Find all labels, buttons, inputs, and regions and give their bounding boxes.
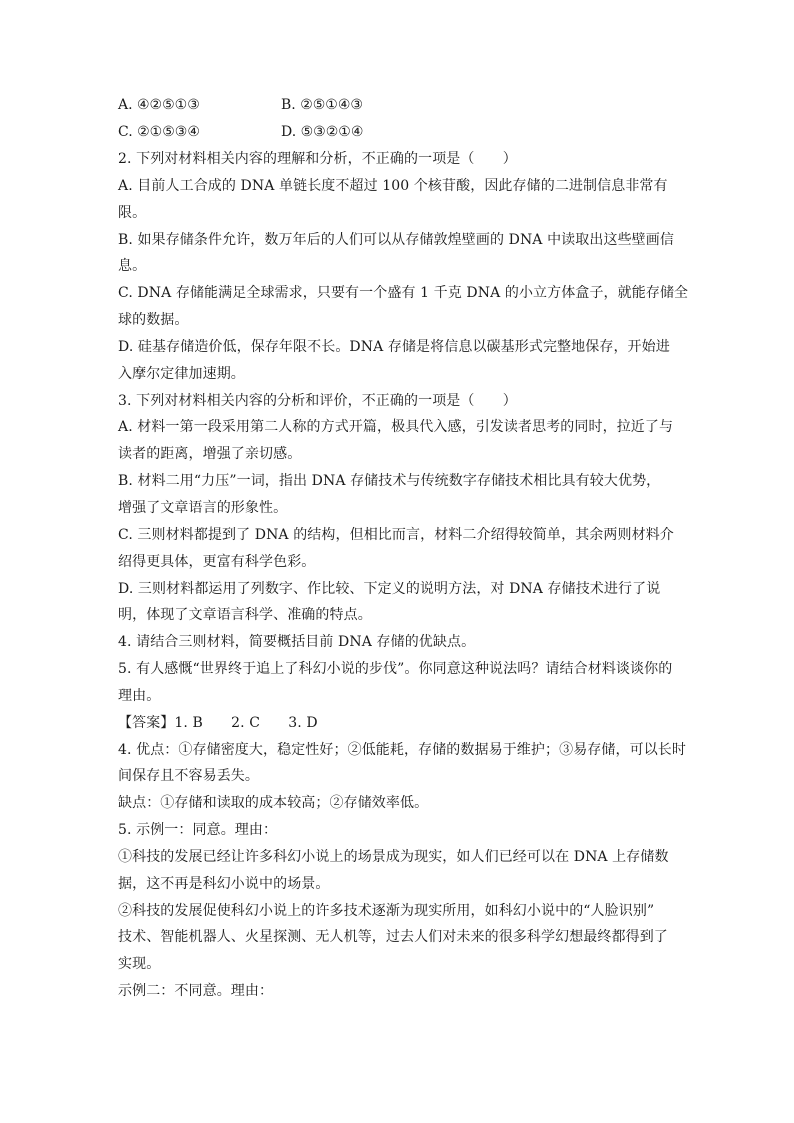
q2-option-b-line-2: 息。 [118,258,147,275]
q2-option-c-line-1: C. DNA 存储能满足全球需求，只要有一个盛有 1 千克 DNA 的小立方体盒子，就能存储全 [118,285,689,302]
q1-options-row-1 [118,92,438,118]
q3-option-d-line-1: D. 三则材料都运用了列数字、作比较、下定义的说明方法，对 DNA 存储技术进行了说 [118,580,661,597]
q3-option-d-line-2: 明，体现了文章语言科学、准确的特点。 [118,607,372,624]
question-2-stem: 2. 下列对材料相关内容的理解和分析，不正确的一项是（ ） [118,151,517,167]
question-5-stem-line-1: 5. 有人感慨“世界终于追上了科幻小说的步伐”。你同意这种说法吗？请结合材料谈谈你的 [118,661,673,678]
q3-option-a-line-1: A. 材料一第一段采用第二人称的方式开篇，极具代入感，引发读者思考的同时，拉近了与 [118,419,674,436]
q2-option-b-line-1: B. 如果存储条件允许，数万年后的人们可以从存储敦煌壁画的 DNA 中读取出这些壁画信 [118,231,674,248]
q2-option-a-line-1: A. 目前人工合成的 DNA 单链长度不超过 100 个核苷酸，因此存储的二进制信息非常有 [118,177,668,194]
question-4-stem: 4. 请结合三则材料，简要概括目前 DNA 存储的优缺点。 [118,634,476,651]
q3-option-c-line-2: 绍得更具体，更富有科学色彩。 [118,553,316,570]
answer-4-cons: 缺点：①存储和读取的成本较高；②存储效率低。 [118,795,429,812]
q2-option-c-line-2: 球的数据。 [118,312,189,329]
answer-4-pros-line-2: 间保存且不容易丢失。 [118,768,259,785]
question-5-stem-line-2: 理由。 [118,687,161,704]
q3-option-b-line-1: B. 材料二用“力压”一词，指出 DNA 存储技术与传统数字存储技术相比具有较大优势， [118,473,661,490]
answer-4-pros-line-1: 4. 优点：①存储密度大，稳定性好；②低能耗，存储的数据易于维护；③易存储，可以长时 [118,741,687,758]
question-3-stem: 3. 下列对材料相关内容的分析和评价，不正确的一项是（ ） [118,392,517,409]
answer-5-example-1-head: 5. 示例一：同意。理由： [118,822,278,839]
answer-5-reason-1-line-2: 据，这不再是科幻小说中的场景。 [118,875,330,892]
q2-option-d-line-1: D. 硅基存储造价低，保存年限不长。DNA 存储是将信息以碳基形式完整地保存，开始进 [118,338,670,355]
q3-option-c-line-1: C. 三则材料都提到了 DNA 的结构，但相比而言，材料二介绍得较简单，其余两则材料介 [118,526,674,543]
q2-option-d-line-2: 入摩尔定律加速期。 [118,365,245,382]
q3-option-b-line-2: 增强了文章语言的形象性。 [118,499,288,516]
answer-5-reason-1-line-1: ①科技的发展已经让许多科幻小说上的场景成为现实，如人们已经可以在 DNA 上存储数 [118,848,669,865]
q1-option-c: C. ②①⑤③④ [118,124,200,140]
answer-5-reason-2-line-2: 技术、智能机器人、火星探测、无人机等，过去人们对未来的很多科学幻想最终都得到了 [118,929,668,946]
answer-5-example-2-head: 示例二：不同意。理由： [118,983,274,1000]
answer-5-reason-2-line-3: 实现。 [118,956,161,973]
q1-option-b: B. ②⑤①④③ [281,97,363,113]
answer-key: 【答案】1. B 2. C 3. D [118,714,318,731]
q2-option-a-line-2: 限。 [118,204,147,221]
document-body [118,146,689,1005]
q1-option-a: A. ④②⑤①③ [118,97,200,113]
answer-5-reason-2-line-1: ②科技的发展促使科幻小说上的许多技术逐渐为现实所用，如科幻小说中的“人脸识别” [118,902,655,919]
q3-option-a-line-2: 读者的距离，增强了亲切感。 [118,446,302,463]
q1-option-d: D. ⑤③②①④ [281,124,364,140]
q1-options-row-2 [118,119,438,145]
